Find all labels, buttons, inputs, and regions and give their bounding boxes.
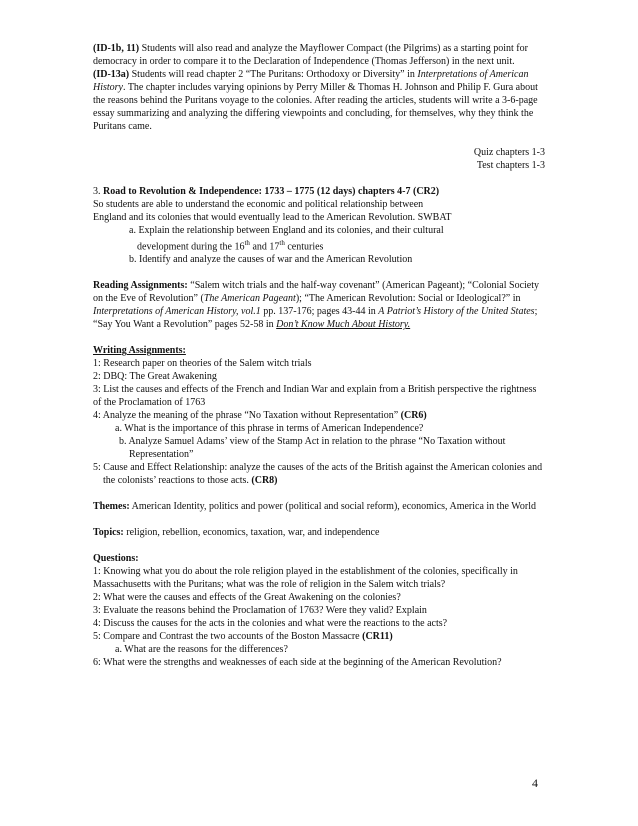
question-1: 1: Knowing what you do about the role religion played in the establishment of the colonies, specifically in Massachusetts with the Puritans; what was the role of religion in the Salem witch trials?: [93, 566, 518, 591]
cr-tag: (CR6): [400, 410, 427, 422]
objective-a: a. Explain the relationship between England and its colonies, and their cultural: [129, 225, 444, 236]
question-6: 6: What were the strengths and weaknesses of each side at the beginning of the American Revolution?: [93, 657, 502, 669]
question-5a: a. What are the reasons for the differences?: [115, 644, 288, 656]
section-label: Topics:: [93, 527, 124, 539]
reading-text: pp. 137-176; pages 43-44 in: [260, 306, 379, 318]
page-number: 4: [532, 776, 538, 790]
paragraph-text: Students will also read and analyze the Mayflower Compact (the Pilgrims) as a starting point for democracy in order to compare it to the Declaration of Independence (Thomas Jefferson) in the next unit.: [93, 43, 528, 67]
reading-text: “Salem witch trials and the half-way covenant” (American Pageant); “Colonial Society on the Eve of Revolution” (: [93, 280, 540, 305]
topics-text: religion, rebellion, economics, taxation, war, and independence: [123, 527, 380, 539]
reading-assignments: [93, 279, 545, 331]
reading-text: ; “Say You Want a Revolution” pages 52-58 in: [93, 306, 538, 331]
paragraph-puritans: [93, 68, 545, 133]
unit-title: Road to Revolution & Independence: 1733 – 1775 (12 days) chapters 4-7 (CR2): [103, 186, 440, 197]
ref-id-1b: (ID-1b, 11): [93, 43, 140, 54]
book-title: Interpretations of American History, vol.1: [93, 306, 261, 318]
writing-item-3: 3: List the causes and effects of the French and Indian War and explain from a British perspective the rightness of the Proclamation of 1763: [93, 384, 537, 409]
question-5: [93, 630, 545, 643]
superscript: th: [279, 239, 285, 247]
book-title: The American Pageant: [203, 293, 296, 305]
objective-text: and 17: [249, 241, 280, 253]
book-title: Interpretations of American History: [93, 69, 529, 93]
book-title: Don’t Know Much About History.: [276, 319, 411, 331]
themes-text: American Identity, politics and power (political and social reform), economics, America in the World: [129, 501, 536, 513]
section-label: Themes:: [93, 501, 130, 513]
questions-heading: [93, 552, 545, 565]
unit-number: 3.: [93, 186, 103, 197]
reading-text: ); “The American Revolution: Social or Ideological?” in: [295, 293, 521, 305]
question-text: 5: Compare and Contrast the two accounts of the Boston Massacre: [93, 631, 363, 643]
quiz-line: Quiz chapters 1-3: [473, 147, 545, 158]
writing-item-2: 2: DBQ: The Great Awakening: [93, 371, 217, 383]
item-text: 4: Analyze the meaning of the phrase “No Taxation without Representation”: [93, 410, 401, 422]
paragraph-text: Students will read chapter 2 “The Puritans: Orthodoxy or Diversity” in: [129, 69, 418, 80]
question-2: 2: What were the causes and effects of the Great Awakening on the colonies?: [93, 592, 401, 604]
writing-item-4b: b. Analyze Samuel Adams’ view of the Stamp Act in relation to the phrase “No Taxation without Representation”: [119, 436, 506, 461]
ref-id-13a: (ID-13a): [93, 69, 130, 80]
paragraph-text: . The chapter includes varying opinions by Perry Miller & Thomas H. Johnson and Philip F. Gura about the reasons behind the Puritans voyage to the colonies. After reading the articles, students will write a 3-6-page essay summarizing and analyzing the differing viewpoints and concluding, for themselves, why they think the Puritans came.: [93, 82, 538, 132]
topics: [93, 526, 545, 539]
writing-item-5: [93, 461, 545, 487]
writing-item-4: [93, 409, 545, 422]
themes: [93, 500, 545, 513]
objective-text: centuries: [284, 241, 324, 253]
section-label: Reading Assignments:: [93, 280, 188, 292]
section-label: Writing Assignments:: [93, 345, 186, 357]
superscript: th: [244, 239, 250, 247]
writing-item-4a: a. What is the importance of this phrase in terms of American Independence?: [115, 423, 424, 435]
unit-heading: [93, 185, 545, 198]
section-label: Questions:: [93, 553, 139, 565]
objective-a-cont: [93, 237, 545, 253]
document-body: [93, 42, 545, 669]
objective-b: b. Identify and analyze the causes of war and the American Revolution: [129, 254, 413, 266]
cr-tag: (CR11): [362, 631, 393, 643]
writing-item-1: 1: Research paper on theories of the Salem witch trials: [93, 358, 312, 370]
item-text: 5: Cause and Effect Relationship: analyze the causes of the acts of the British against the American colonies and the colonists’ reactions to those acts.: [93, 462, 543, 487]
book-title: A Patriot’s History of the United States: [378, 306, 535, 318]
unit-intro-2: England and its colonies that would eventually lead to the American Revolution. SWBAT: [93, 212, 452, 223]
question-3: 3: Evaluate the reasons behind the Proclamation of 1763? Were they valid? Explain: [93, 605, 427, 617]
question-4: 4: Discuss the causes for the acts in the colonies and what were the reactions to the acts?: [93, 618, 448, 630]
test-line: Test chapters 1-3: [476, 160, 545, 171]
writing-heading: [93, 344, 545, 357]
paragraph-mayflower: [93, 42, 545, 68]
cr-tag: (CR8): [251, 475, 278, 487]
unit-intro: So students are able to understand the economic and political relationship between: [93, 199, 424, 210]
objective-text: development during the 16: [137, 241, 245, 253]
